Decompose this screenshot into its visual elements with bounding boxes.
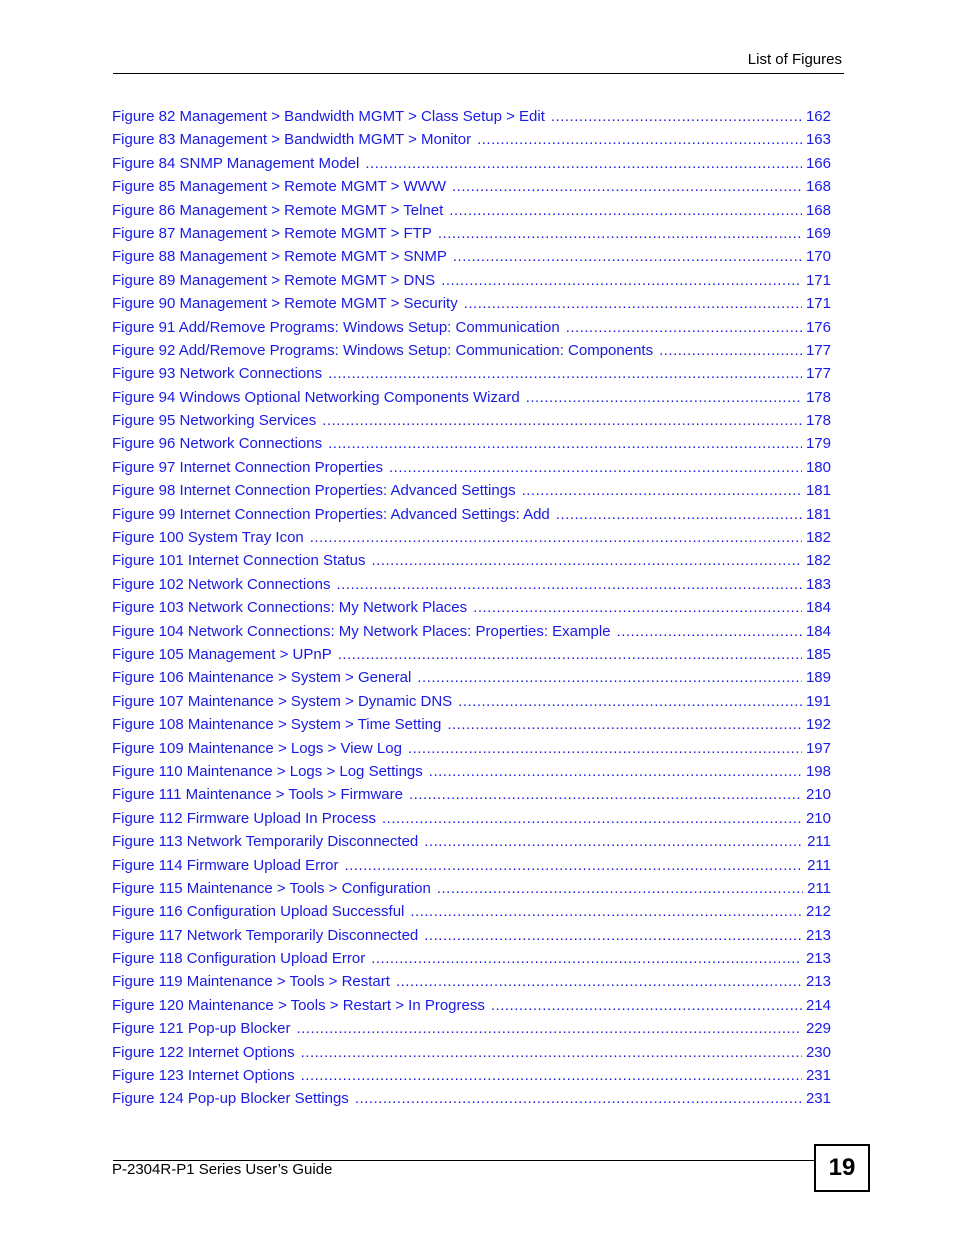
dot-leader xyxy=(301,1064,802,1087)
toc-entry[interactable] xyxy=(112,900,831,923)
toc-entry-page: 198 xyxy=(805,762,831,780)
dot-leader xyxy=(371,947,802,970)
toc-entry-page: 229 xyxy=(805,1020,831,1038)
toc-entry[interactable] xyxy=(112,737,831,760)
toc-entry-page: 177 xyxy=(805,341,831,359)
toc-entry[interactable] xyxy=(112,409,831,432)
toc-entry[interactable] xyxy=(112,386,831,409)
toc-entry-label: Figure 85 Management > Remote MGMT > WWW xyxy=(112,178,446,196)
dot-leader xyxy=(417,666,802,689)
toc-entry-label: Figure 117 Network Temporarily Disconnected xyxy=(112,926,419,944)
toc-entry-label: Figure 123 Internet Options xyxy=(112,1067,295,1085)
dot-leader xyxy=(424,924,802,947)
toc-entry-label: Figure 92 Add/Remove Programs: Windows Setup: Communication: Components xyxy=(112,341,654,359)
toc-entry-label: Figure 86 Management > Remote MGMT > Telnet xyxy=(112,201,444,219)
toc-entry-page: 210 xyxy=(805,786,831,804)
toc-entry[interactable] xyxy=(112,573,831,596)
toc-entry-page: 213 xyxy=(805,950,831,968)
toc-entry-label: Figure 109 Maintenance > Logs > View Log xyxy=(112,739,402,757)
dot-leader xyxy=(491,994,802,1017)
toc-entry-page: 163 xyxy=(805,131,831,149)
toc-entry-label: Figure 118 Configuration Upload Error xyxy=(112,950,366,968)
toc-entry-label: Figure 94 Windows Optional Networking Components Wizard xyxy=(112,388,520,406)
toc-entry-label: Figure 100 System Tray Icon xyxy=(112,529,304,547)
dot-leader xyxy=(328,432,802,455)
dot-leader xyxy=(409,783,802,806)
toc-entry-label: Figure 119 Maintenance > Tools > Restart xyxy=(112,973,390,991)
toc-entry[interactable] xyxy=(112,783,831,806)
toc-entry-label: Figure 111 Maintenance > Tools > Firmware xyxy=(112,786,403,804)
page-number-box xyxy=(814,1144,870,1192)
toc-entry-label: Figure 122 Internet Options xyxy=(112,1043,295,1061)
toc-entry-page: 177 xyxy=(805,365,831,383)
dot-leader xyxy=(322,409,802,432)
toc-entry-page: 162 xyxy=(805,108,831,125)
toc-entry[interactable] xyxy=(112,643,831,666)
toc-entry-page: 191 xyxy=(805,692,831,710)
toc-entry-label: Figure 106 Maintenance > System > General xyxy=(112,669,412,687)
dot-leader xyxy=(464,292,802,315)
toc-entry[interactable] xyxy=(112,245,831,268)
toc-entry-label: Figure 102 Network Connections xyxy=(112,575,331,593)
toc-entry[interactable] xyxy=(112,830,831,853)
toc-entry-page: 180 xyxy=(805,458,831,476)
toc-entry-label: Figure 97 Internet Connection Properties xyxy=(112,458,383,476)
toc-entry[interactable] xyxy=(112,175,831,198)
toc-entry-page: 212 xyxy=(805,903,831,921)
page-number: 19 xyxy=(828,1154,856,1181)
toc-entry-page: 168 xyxy=(805,178,831,196)
toc-entry-label: Figure 83 Management > Bandwidth MGMT > Monitor xyxy=(112,131,472,149)
toc-entry-page: 178 xyxy=(805,412,831,430)
toc-entry-page: 179 xyxy=(805,435,831,453)
toc-entry[interactable] xyxy=(112,526,831,549)
toc-entry-page: 176 xyxy=(805,318,831,336)
dot-leader xyxy=(389,456,802,479)
toc-entry-page: 178 xyxy=(805,388,831,406)
toc-entry[interactable] xyxy=(112,1087,831,1110)
dot-leader xyxy=(447,713,802,736)
dot-leader xyxy=(566,316,802,339)
toc-entry-page: 210 xyxy=(805,809,831,827)
dot-leader xyxy=(659,339,802,362)
toc-entry-label: Figure 110 Maintenance > Logs > Log Settings xyxy=(112,762,423,780)
toc-entry[interactable] xyxy=(112,316,831,339)
list-of-figures xyxy=(112,105,831,1111)
toc-entry-label: Figure 98 Internet Connection Properties: Advanced Settings xyxy=(112,482,516,500)
dot-leader xyxy=(410,900,802,923)
toc-entry-label: Figure 99 Internet Connection Properties: Advanced Settings: Add xyxy=(112,505,550,523)
toc-entry-page: 182 xyxy=(805,529,831,547)
toc-entry[interactable] xyxy=(112,549,831,572)
dot-leader xyxy=(473,596,802,619)
toc-entry[interactable] xyxy=(112,152,831,175)
dot-leader xyxy=(396,970,802,993)
toc-entry-page: 181 xyxy=(805,505,831,523)
dot-leader xyxy=(355,1087,802,1110)
toc-entry[interactable] xyxy=(112,222,831,245)
toc-entry-label: Figure 84 SNMP Management Model xyxy=(112,154,360,172)
toc-entry[interactable] xyxy=(112,362,831,385)
toc-entry-label: Figure 112 Firmware Upload In Process xyxy=(112,809,376,827)
toc-entry-page: 211 xyxy=(807,879,831,897)
dot-leader xyxy=(310,526,802,549)
toc-entry-label: Figure 96 Network Connections xyxy=(112,435,323,453)
toc-entry[interactable] xyxy=(112,199,831,222)
dot-leader xyxy=(522,479,802,502)
toc-entry-label: Figure 87 Management > Remote MGMT > FTP xyxy=(112,224,432,242)
running-header-title: List of Figures xyxy=(747,51,842,68)
dot-leader xyxy=(344,854,803,877)
toc-entry-page: 213 xyxy=(805,973,831,991)
toc-entry[interactable] xyxy=(112,1017,831,1040)
toc-entry-page: 189 xyxy=(805,669,831,687)
toc-entry-page: 181 xyxy=(805,482,831,500)
toc-entry[interactable] xyxy=(112,970,831,993)
toc-entry[interactable] xyxy=(112,807,831,830)
toc-entry-page: 166 xyxy=(805,154,831,172)
toc-entry-label: Figure 104 Network Connections: My Network Places: Properties: Example xyxy=(112,622,611,640)
toc-entry-page: 171 xyxy=(805,271,831,289)
toc-entry[interactable] xyxy=(112,1041,831,1064)
toc-entry-label: Figure 120 Maintenance > Tools > Restart > In Progress xyxy=(112,996,485,1014)
toc-entry-label: Figure 93 Network Connections xyxy=(112,365,323,383)
toc-entry-page: 213 xyxy=(805,926,831,944)
toc-entry-page: 169 xyxy=(805,224,831,242)
dot-leader xyxy=(438,222,802,245)
toc-entry-label: Figure 107 Maintenance > System > Dynamic DNS xyxy=(112,692,453,710)
toc-entry[interactable] xyxy=(112,924,831,947)
toc-entry-label: Figure 88 Management > Remote MGMT > SNMP xyxy=(112,248,447,266)
toc-entry-page: 192 xyxy=(805,716,831,734)
toc-entry-label: Figure 108 Maintenance > System > Time Setting xyxy=(112,716,442,734)
toc-entry[interactable] xyxy=(112,128,831,151)
toc-entry-page: 170 xyxy=(805,248,831,266)
toc-entry-label: Figure 115 Maintenance > Tools > Configuration xyxy=(112,879,431,897)
toc-entry[interactable] xyxy=(112,713,831,736)
toc-entry-label: Figure 91 Add/Remove Programs: Windows Setup: Communication xyxy=(112,318,560,336)
toc-entry-label: Figure 113 Network Temporarily Disconnected xyxy=(112,833,419,851)
toc-entry-page: 184 xyxy=(805,599,831,617)
toc-entry-label: Figure 116 Configuration Upload Successful xyxy=(112,903,405,921)
toc-entry-label: Figure 124 Pop-up Blocker Settings xyxy=(112,1090,349,1108)
toc-entry-label: Figure 82 Management > Bandwidth MGMT > Class Setup > Edit xyxy=(112,108,545,125)
toc-entry[interactable] xyxy=(112,877,831,900)
toc-entry-label: Figure 114 Firmware Upload Error xyxy=(112,856,339,874)
dot-leader xyxy=(551,105,802,128)
toc-entry-page: 231 xyxy=(805,1067,831,1085)
toc-entry[interactable] xyxy=(112,432,831,455)
toc-entry-label: Figure 121 Pop-up Blocker xyxy=(112,1020,291,1038)
toc-entry-page: 214 xyxy=(805,996,831,1014)
toc-entry[interactable] xyxy=(112,947,831,970)
toc-entry[interactable] xyxy=(112,994,831,1017)
toc-entry[interactable] xyxy=(112,105,831,128)
toc-entry[interactable] xyxy=(112,666,831,689)
toc-entry-label: Figure 105 Management > UPnP xyxy=(112,645,332,663)
toc-entry-page: 197 xyxy=(805,739,831,757)
toc-entry-page: 183 xyxy=(805,575,831,593)
dot-leader xyxy=(429,760,802,783)
toc-entry[interactable] xyxy=(112,760,831,783)
dot-leader xyxy=(328,362,802,385)
dot-leader xyxy=(301,1041,802,1064)
toc-entry[interactable] xyxy=(112,269,831,292)
toc-entry[interactable] xyxy=(112,479,831,502)
dot-leader xyxy=(296,1017,802,1040)
toc-entry[interactable] xyxy=(112,503,831,526)
toc-entry-label: Figure 101 Internet Connection Status xyxy=(112,552,366,570)
dot-leader xyxy=(441,269,802,292)
dot-leader xyxy=(382,807,802,830)
dot-leader xyxy=(372,549,802,572)
toc-entry-page: 211 xyxy=(807,856,831,874)
toc-entry[interactable] xyxy=(112,292,831,315)
dot-leader xyxy=(408,737,802,760)
dot-leader xyxy=(526,386,802,409)
dot-leader xyxy=(336,573,802,596)
dot-leader xyxy=(338,643,802,666)
toc-entry[interactable] xyxy=(112,854,831,877)
toc-entry[interactable] xyxy=(112,1064,831,1087)
toc-entry[interactable] xyxy=(112,339,831,362)
toc-entry[interactable] xyxy=(112,596,831,619)
dot-leader xyxy=(477,128,802,151)
toc-entry-page: 231 xyxy=(805,1090,831,1108)
toc-entry-label: Figure 95 Networking Services xyxy=(112,412,317,430)
dot-leader xyxy=(424,830,803,853)
dot-leader xyxy=(458,690,802,713)
dot-leader xyxy=(556,503,802,526)
toc-entry-page: 185 xyxy=(805,645,831,663)
toc-entry[interactable] xyxy=(112,620,831,643)
toc-entry-page: 168 xyxy=(805,201,831,219)
toc-entry-page: 211 xyxy=(807,833,831,851)
dot-leader xyxy=(449,199,802,222)
dot-leader xyxy=(437,877,803,900)
dot-leader xyxy=(617,620,802,643)
dot-leader xyxy=(453,245,802,268)
dot-leader xyxy=(365,152,802,175)
toc-entry-page: 171 xyxy=(805,295,831,313)
toc-entry-label: Figure 89 Management > Remote MGMT > DNS xyxy=(112,271,436,289)
toc-entry-label: Figure 90 Management > Remote MGMT > Security xyxy=(112,295,458,313)
header-divider xyxy=(113,73,844,74)
toc-entry[interactable] xyxy=(112,690,831,713)
toc-entry-label: Figure 103 Network Connections: My Network Places xyxy=(112,599,468,617)
toc-entry-page: 230 xyxy=(805,1043,831,1061)
footer-guide-title: P-2304R-P1 Series User’s Guide xyxy=(112,1161,333,1178)
toc-entry-page: 182 xyxy=(805,552,831,570)
toc-entry[interactable] xyxy=(112,456,831,479)
toc-entry-page: 184 xyxy=(805,622,831,640)
dot-leader xyxy=(452,175,802,198)
